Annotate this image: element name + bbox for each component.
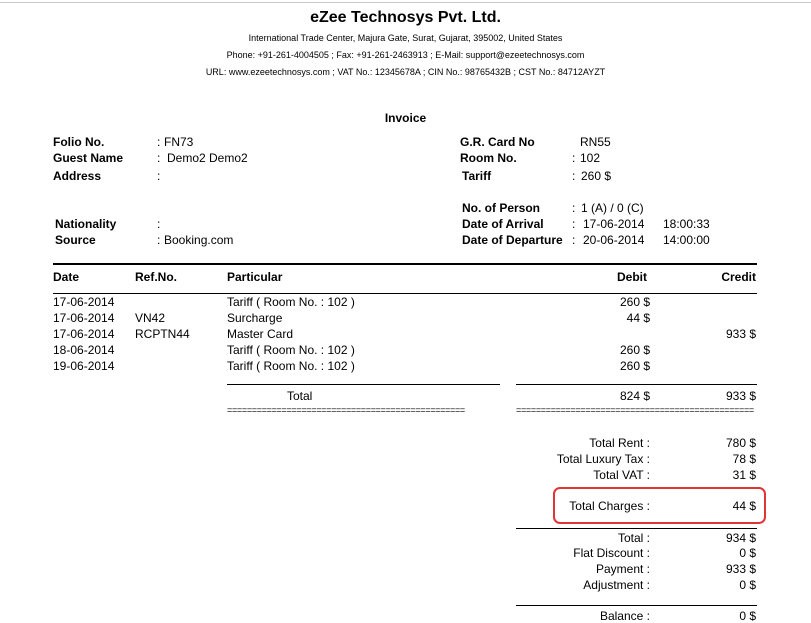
tariff-value: 260 $ <box>581 169 612 183</box>
guest-name-label: Guest Name <box>53 151 124 165</box>
summary-label: Flat Discount : <box>573 546 650 560</box>
row-particular: Master Card <box>227 327 294 341</box>
summary-rule <box>516 528 757 529</box>
summary-label: Adjustment : <box>583 578 650 592</box>
row-date: 19-06-2014 <box>53 359 115 373</box>
row-particular: Tariff ( Room No. : 102 ) <box>227 359 355 373</box>
row-debit: 44 $ <box>626 311 650 325</box>
company-registration: URL: www.ezeetechnosys.com ; VAT No.: 12345678A ; CIN No.: 98765432B ; CST No.: 84712AYZT <box>205 67 606 77</box>
company-contact: Phone: +91-261-4004505 ; Fax: +91-261-2463913 ; E-Mail: support@ezeetechnosys.com <box>226 50 585 60</box>
colon: : <box>572 201 576 215</box>
arrival-date: 17-06-2014 <box>583 217 645 231</box>
summary-value: 934 $ <box>725 531 756 545</box>
room-value: 102 <box>580 151 601 165</box>
colon: : <box>572 217 576 231</box>
colon: : <box>572 233 576 247</box>
summary-label: Total Charges : <box>569 499 650 513</box>
arrival-label: Date of Arrival <box>462 217 544 231</box>
colon: : <box>157 169 161 183</box>
table-header-rule <box>53 293 757 294</box>
row-particular: Tariff ( Room No. : 102 ) <box>227 343 355 357</box>
colon: : <box>157 135 161 149</box>
tariff-label: Tariff <box>462 169 492 183</box>
col-header-credit: Credit <box>721 270 756 284</box>
row-particular: Tariff ( Room No. : 102 ) <box>227 295 355 309</box>
grcard-value: RN55 <box>580 135 611 149</box>
summary-label: Total VAT : <box>593 468 650 482</box>
table-top-rule <box>53 263 757 265</box>
top-border <box>0 2 811 3</box>
departure-time: 14:00:00 <box>663 233 710 247</box>
persons-value: 1 (A) / 0 (C) <box>581 201 644 215</box>
summary-label: Total : <box>617 531 650 545</box>
summary-label: Total Luxury Tax : <box>556 452 650 466</box>
company-address: International Trade Center, Majura Gate, Surat, Gujarat, 395002, United States <box>248 33 563 43</box>
guest-name-value: Demo2 Demo2 <box>167 151 248 165</box>
folio-value: FN73 <box>164 135 194 149</box>
source-label: Source <box>55 233 96 247</box>
row-debit: 260 $ <box>619 359 650 373</box>
summary-label: Total Rent : <box>589 436 650 450</box>
col-header-debit: Debit <box>617 270 647 284</box>
company-name: eZee Technosys Pvt. Ltd. <box>310 9 501 26</box>
row-particular: Surcharge <box>227 311 283 325</box>
col-header-ref: Ref.No. <box>135 270 177 284</box>
invoice-title: Invoice <box>384 111 427 125</box>
row-ref: VN42 <box>135 311 166 325</box>
total-credit: 933 $ <box>725 389 756 403</box>
row-date: 17-06-2014 <box>53 295 115 309</box>
grcard-label: G.R. Card No <box>460 135 535 149</box>
summary-value: 0 $ <box>739 609 756 623</box>
room-label: Room No. <box>460 151 517 165</box>
nationality-label: Nationality <box>55 217 117 231</box>
col-header-particular: Particular <box>227 270 283 284</box>
row-date: 17-06-2014 <box>53 311 115 325</box>
row-date: 17-06-2014 <box>53 327 115 341</box>
colon: : <box>157 217 161 231</box>
total-debit: 824 $ <box>619 389 650 403</box>
colon: : <box>157 233 161 247</box>
total-rule-left <box>227 384 500 385</box>
departure-label: Date of Departure <box>462 233 563 247</box>
summary-label: Balance : <box>599 609 650 623</box>
folio-label: Folio No. <box>53 135 105 149</box>
double-rule-left: ================================================ <box>227 405 465 415</box>
col-header-date: Date <box>53 270 80 284</box>
address-label: Address <box>53 169 102 183</box>
colon: : <box>157 151 161 165</box>
summary-label: Payment : <box>595 562 650 576</box>
arrival-time: 18:00:33 <box>663 217 710 231</box>
total-label: Total <box>287 389 313 403</box>
row-credit: 933 $ <box>725 327 756 341</box>
summary-value: 44 $ <box>732 499 756 513</box>
row-ref: RCPTN44 <box>135 327 190 341</box>
departure-date: 20-06-2014 <box>583 233 645 247</box>
summary-value: 933 $ <box>725 562 756 576</box>
source-value: Booking.com <box>164 233 234 247</box>
colon: : <box>572 151 576 165</box>
balance-rule <box>516 605 757 606</box>
persons-label: No. of Person <box>462 201 541 215</box>
colon: : <box>572 169 576 183</box>
double-rule-right: ================================================ <box>516 405 754 415</box>
total-rule-right <box>516 384 757 385</box>
row-debit: 260 $ <box>619 343 650 357</box>
summary-value: 780 $ <box>725 436 756 450</box>
summary-value: 78 $ <box>732 452 756 466</box>
highlight-box <box>553 487 766 524</box>
row-date: 18-06-2014 <box>53 343 115 357</box>
summary-value: 0 $ <box>739 578 756 592</box>
row-debit: 260 $ <box>619 295 650 309</box>
summary-value: 0 $ <box>739 546 756 560</box>
summary-value: 31 $ <box>732 468 756 482</box>
